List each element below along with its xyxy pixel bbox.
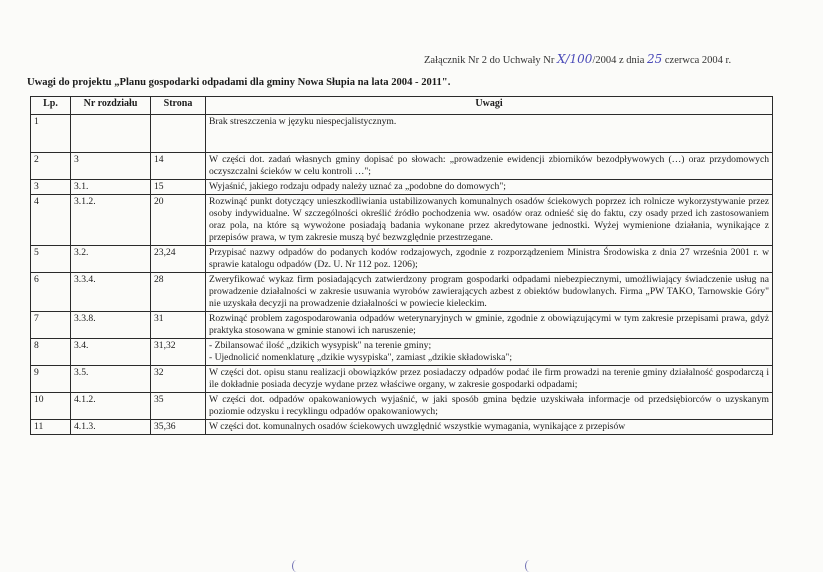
row-page: 32 [151,366,206,393]
handwritten-resolution-number: X/100 [556,52,593,66]
row-lp: 4 [31,195,71,246]
row-chapter: 3.4. [71,339,151,366]
table-row [31,393,773,420]
row-remark: W części dot. opisu stanu realizacji obowiązków przez posiadaczy odpadów podać ile firm prowadzi na terenie gminy działalność gospodarczą i ile dokładnie posiada decyzje wydane przez właściwe organy, w zakresie gospodarki odpadami; [206,366,773,393]
row-chapter: 3.3.4. [71,273,151,312]
row-page: 35,36 [151,420,206,435]
scan-artifact-mark [525,560,534,572]
column-header-chapter: Nr rozdziału [71,97,151,115]
row-chapter [71,115,151,153]
table-row [31,273,773,312]
table-row [31,312,773,339]
attachment-text-mid: /2004 z dnia [592,55,645,66]
remark-line: - Ujednolicić nomenklaturę „dzikie wysypiska", zamiast „dzikie składowiska"; [209,352,513,363]
row-page: 31,32 [151,339,206,366]
table-row [31,420,773,435]
table-row [31,366,773,393]
handwritten-day: 25 [646,52,663,66]
remark-line: - Zbilansować ilość „dzikich wysypisk" na terenie gminy; [209,340,432,351]
attachment-text-start: Załącznik Nr 2 do Uchwały Nr [424,55,555,66]
table-row [31,153,773,180]
row-lp: 9 [31,366,71,393]
row-remark: Rozwinąć problem zagospodarowania odpadów weterynaryjnych w gminie, zgodnie z obowiązującymi w tym zakresie przepisami prawa, gdyż praktyka stosowana w gminie stanowi ich naruszenie; [206,312,773,339]
row-remark: Wyjaśnić, jakiego rodzaju odpady należy uznać za „podobne do domowych"; [206,180,773,195]
row-chapter: 4.1.3. [71,420,151,435]
row-remark: Zweryfikować wykaz firm posiadających zatwierdzony program gospodarki odpadami niebezpiecznymi, umożliwiający świadczenie usług na prowadzenie działalności w zakresie usuwania wyrobów zawierających azbest z obiektów budowlanych. Firma „PW TAKO, Tarnowskie Góry" nie uzyskała decyzji na prowadzenie działalności w powiecie kieleckim. [206,273,773,312]
table-row [31,115,773,153]
row-page: 28 [151,273,206,312]
row-page: 14 [151,153,206,180]
column-header-remarks: Uwagi [206,97,773,115]
attachment-reference [424,52,731,66]
row-remark: W części dot. odpadów opakowaniowych wyjaśnić, w jaki sposób gmina będzie uzyskiwała informacje od przedsiębiorców o uzyskanym poziomie odzysku i recyklingu odpadów opakowaniowych; [206,393,773,420]
row-chapter: 3 [71,153,151,180]
row-remark: Brak streszczenia w języku niespecjalistycznym. [206,115,773,153]
row-lp: 10 [31,393,71,420]
document-title: Uwagi do projektu „Planu gospodarki odpadami dla gminy Nowa Słupia na lata 2004 - 2011". [27,77,451,88]
row-chapter: 3.1. [71,180,151,195]
column-header-lp: Lp. [31,97,71,115]
row-lp: 6 [31,273,71,312]
row-lp: 8 [31,339,71,366]
row-page: 15 [151,180,206,195]
row-remark [206,339,773,366]
row-lp: 1 [31,115,71,153]
row-remark: W części dot. komunalnych osadów ściekowych uwzględnić wszystkie wymagania, wynikające z przepisów [206,420,773,435]
attachment-text-end: czerwca 2004 r. [664,55,732,66]
remarks-table [30,96,773,435]
row-page: 35 [151,393,206,420]
row-remark: Przypisać nazwy odpadów do podanych kodów rodzajowych, zgodnie z rozporządzeniem Ministra Środowiska z dnia 27 września 2001 r. w sprawie katalogu odpadów (Dz. U. Nr 112 poz. 1206); [206,246,773,273]
table-row [31,246,773,273]
row-chapter: 3.1.2. [71,195,151,246]
row-page: 31 [151,312,206,339]
row-chapter: 3.5. [71,366,151,393]
row-lp: 7 [31,312,71,339]
row-remark: W części dot. zadań własnych gminy dopisać po słowach: „prowadzenie ewidencji zbiorników bezodpływowych (…) oraz przydomowych oczyszczalni ścieków w celu kontroli …"; [206,153,773,180]
table-row [31,339,773,366]
table-row [31,195,773,246]
row-page: 20 [151,195,206,246]
row-remark: Rozwinąć punkt dotyczący unieszkodliwiania ustabilizowanych komunalnych osadów ściekowych poprzez ich rolnicze wykorzystywanie przez osoby indywidualne. W szczególności określić źródło pochodzenia ww. osadów oraz odnieść się do faktu, czy osady przed ich zastosowaniem oraz pola, na które są wywożone posiadają badania wykonane przez akredytowane jednostki. Wyżej wymienione działania, wynikające z przepisów prawa, w tym zakresie muszą być bezwzględnie przestrzegane. [206,195,773,246]
column-header-page: Strona [151,97,206,115]
table-header-row [31,97,773,115]
row-chapter: 3.3.8. [71,312,151,339]
scan-artifact-mark [292,560,301,572]
row-chapter: 3.2. [71,246,151,273]
row-page: 23,24 [151,246,206,273]
row-lp: 11 [31,420,71,435]
row-page [151,115,206,153]
table-row [31,180,773,195]
row-lp: 3 [31,180,71,195]
row-chapter: 4.1.2. [71,393,151,420]
row-lp: 5 [31,246,71,273]
row-lp: 2 [31,153,71,180]
